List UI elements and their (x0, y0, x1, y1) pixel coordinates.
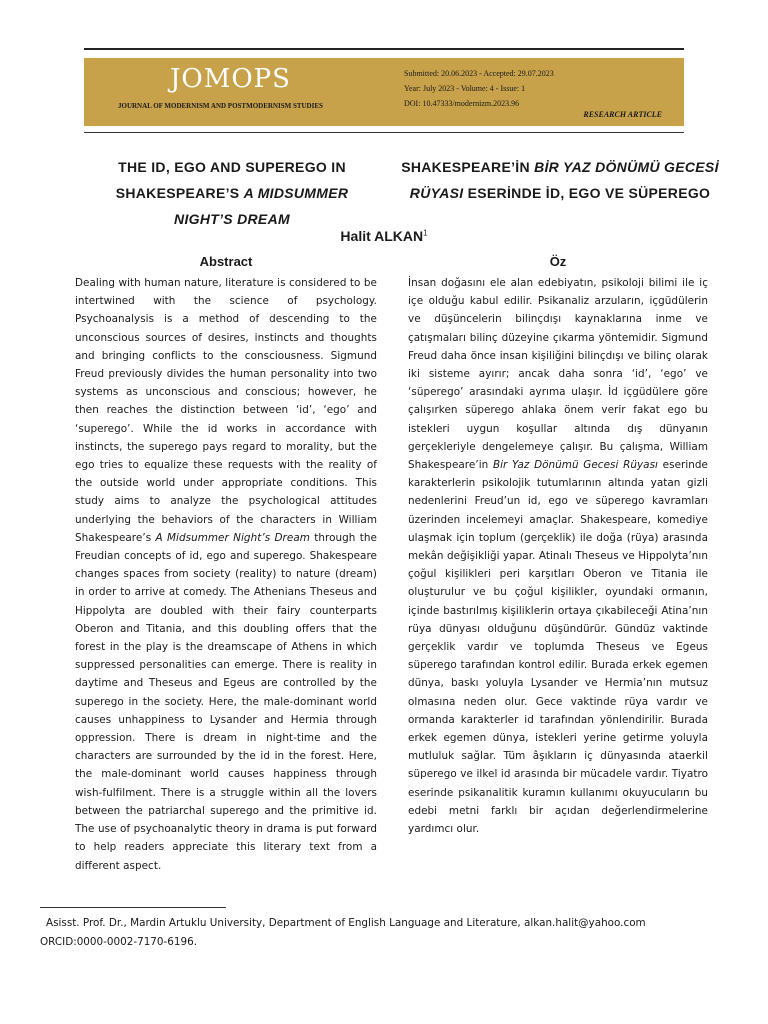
volume-info: Year: July 2023 - Volume: 4 - Issue: 1 (404, 84, 526, 93)
header-top-rule (84, 48, 684, 50)
title-english-text: THE ID, EGO AND SUPEREGO IN SHAKESPEARE’S (115, 159, 346, 201)
journal-logo: JOMOPS (170, 64, 291, 94)
abstract-play-title: A Midsummer Night’s Dream (155, 531, 310, 544)
author-name (0, 228, 768, 244)
footnote-rule (40, 907, 226, 908)
footnote-orcid: ORCID:0000-0002-7170-6196. (40, 935, 198, 948)
oz-text-part2: eserinde karakterlerin psikolojik tutumlarının altında yatan gizli nedenlerini Freud’un id, ego ve süperego kavramları üzerinden incelemeyi amaçlar. Shakespeare, komediye ulaşmak için toplum (gerçeklik) ile doğa (rüya) arasında mekân değişikliği yapar. Atinalı Theseus ve Hippolyta’nın çoğul kişilikleri peri karşıtları Oberon ve Titania ile oluşturulur ve bu çoğul kişilikler, oyundaki ormanın, içinde bastırılmış kişiliklerin ortaya çıkabileceği Atina’nın rüya dünyası olduğunu düşündürür. Gündüz vaktinde gerçeklik vardır ve toplumda Theseus ve Egeus süperego tarafından kontrol edilir. Burada erkek egemen dünya, baskı yoluyla Lysander ve Hermia’nın mutsuz olmasına neden olur. Gece vaktinde rüya vardır ve ormanda karakterler id tarafından yönlendirilir. Burada erkek egemen dünya, istekleri yerine getirme yoluyla mutluluk sağlar. Tüm âşıkların iç dünyasında ataerkil süperego ve ilkel id arasında bir mücadele vardır. Tiyatro eserinde psikanalitik kuramın kullanımı okuyucuların bu edebi metni farklı bir açıdan değerlendirmelerine yardımcı olur. (408, 459, 708, 836)
oz-body (408, 274, 708, 838)
title-english-play: A MIDSUMMER NIGHT’S DREAM (174, 185, 349, 227)
abstract-text-part2: through the Freudian concepts of id, ego and superego. Shakespeare changes spaces from society (reality) to nature (dream) in order to arrive at comedy. The Athenians Theseus and Hippolyta are doubled with their fairy counterparts Oberon and Titania, and this doubling offers that the forest in the play is the dreamscape of Athens in which suppressed personalities can emerge. There is reality in daytime and Theseus and Egeus are controlled by the superego in the society. Here, the male-dominant world causes unhappiness to Lysander and Hermia through oppression. There is dream in night-time and the characters are surrounded by the id in the forest. Here, the male-dominant world causes happiness through wish-fulfilment. There is a struggle within all the lovers between the patriarchal superego and the primitive id. The use of psychoanalytic theory in drama is put forward to help readers appreciate this literary text from a different aspect. (75, 531, 377, 872)
title-turkish-play: BİR YAZ DÖNÜMÜ GECESİ RÜYASI (409, 159, 719, 201)
submission-dates: Submitted: 20.06.2023 - Accepted: 29.07.2023 (404, 69, 554, 78)
author-name-text: Halit ALKAN (340, 228, 424, 244)
author-footnote-mark: 1 (423, 228, 428, 238)
oz-text-part1: İnsan doğasını ele alan edebiyatın, psikoloji bilimi ile iç içe olduğu kabul edilir. Psikanaliz arzuların, içgüdülerin ve düşüncelerin bilinçdışı kaynaklarına inme ve çatışmaları bilinç düzeyine çıkarma yöntemidir. Sigmund Freud daha önce insan kişiliğini bilinçdışı ve bilinç olarak iki sisteme ayırır; ancak daha sonra ‘id’, ‘ego’ ve ‘süperego’ arasındaki ayrıma ulaşır. İd içgüdülere göre çalışırken süperego ahlaka önem verir fakat ego bu istekleri uygun koşullar altında dış dünyanın gerçekleriyle dengelemeye çalışır. Bu çalışma, William Shakespeare’in (408, 277, 708, 472)
journal-banner (84, 58, 684, 126)
title-turkish (392, 154, 728, 206)
oz-heading: Öz (549, 254, 567, 269)
title-turkish-text-end: ESERİNDE İD, EGO VE SÜPEREGO (463, 185, 711, 201)
title-turkish-text: SHAKESPEARE’İN (401, 159, 535, 175)
journal-name: JOURNAL OF MODERNISM AND POSTMODERNISM STUDIES (118, 102, 323, 110)
header-bottom-rule (84, 132, 684, 133)
article-type: RESEARCH ARTICLE (583, 110, 662, 119)
title-english (92, 154, 372, 232)
doi: DOI: 10.47333/modernizm.2023.96 (404, 99, 520, 108)
article-meta (404, 66, 554, 111)
abstract-heading: Abstract (199, 254, 253, 269)
footnote-affiliation: Asisst. Prof. Dr., Mardin Artuklu University, Department of English Language and Literature, alkan.halit@yahoo.com (46, 917, 646, 929)
abstract-text-part1: Dealing with human nature, literature is considered to be intertwined with the science of psychology. Psychoanalysis is a method of descending to the unconscious sources of desires, instincts and thoughts and bringing conflicts to the consciousness. Sigmund Freud previously divides the human personality into two systems as unconscious and conscious; however, he then reaches the distinction between ‘id’, ‘ego’ and ‘superego’. While the id works in accordance with instincts, the superego pays regard to morality, but the ego tries to equalize these requests with the reality of the outside world under appropriate conditions. This study aims to analyze the psychological attitudes underlying the behaviors of the characters in William Shakespeare’s (75, 277, 377, 544)
oz-play-title: Bir Yaz Dönümü Gecesi Rüyası (492, 459, 658, 472)
footnote (40, 914, 740, 951)
abstract-body (75, 274, 377, 875)
